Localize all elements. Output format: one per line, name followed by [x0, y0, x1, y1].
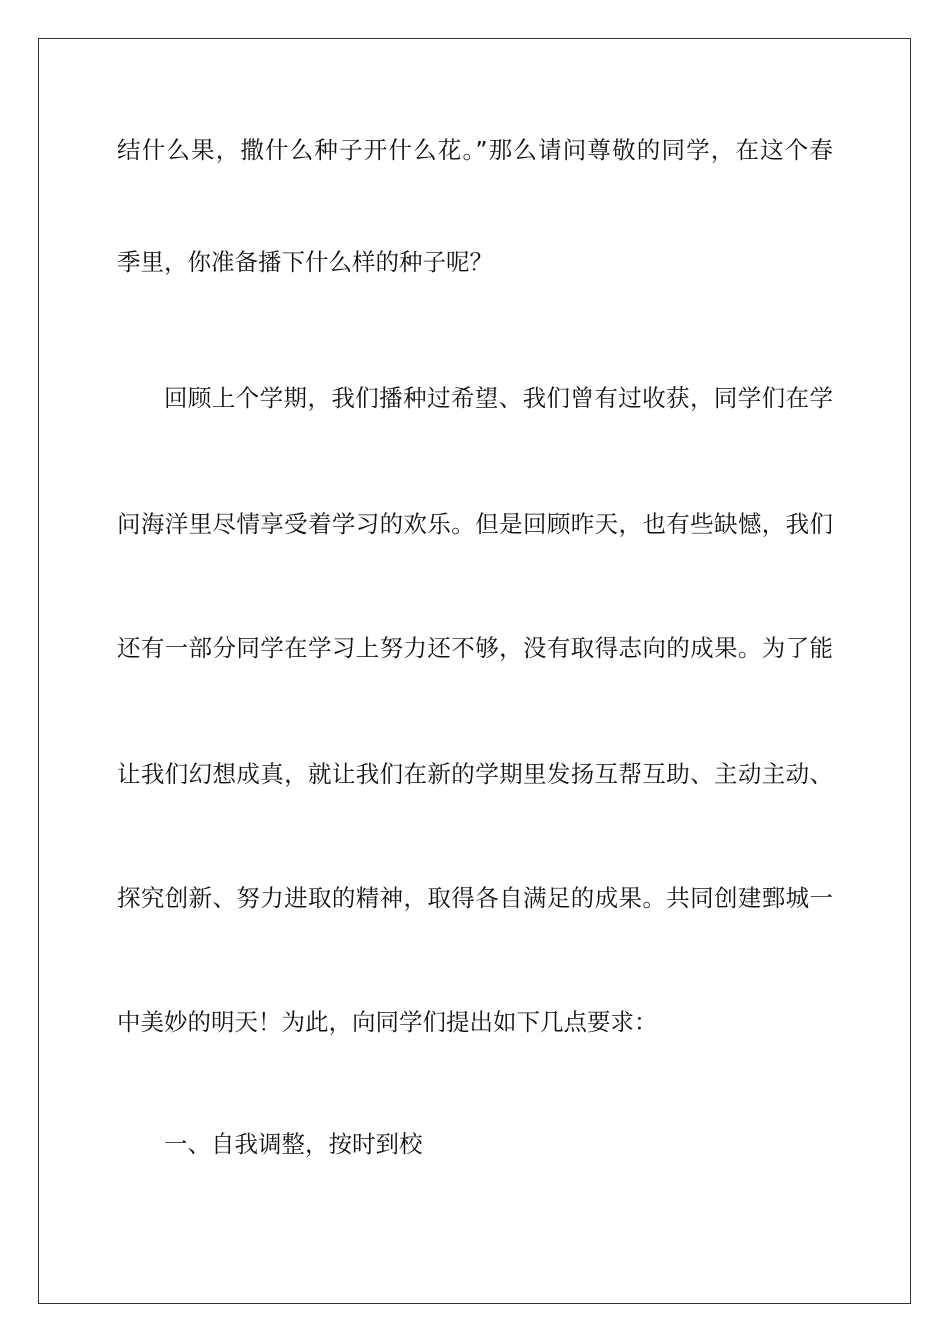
text-line: 让我们幻想成真，就让我们在新的学期里发扬互帮互助、主动主动、 [117, 760, 833, 788]
section-heading: 一、自我调整，按时到校 [164, 1130, 423, 1158]
text-line: 问海洋里尽情享受着学习的欢乐。但是回顾昨天，也有些缺憾，我们 [117, 510, 833, 538]
text-line: 探究创新、努力进取的精神，取得各自满足的成果。共同创建鄄城一 [117, 884, 833, 912]
text-line: 结什么果，撒什么种子开什么花。”那么请问尊敬的同学，在这个春 [117, 136, 833, 164]
text-line: 回顾上个学期，我们播种过希望、我们曾有过收获，同学们在学 [164, 384, 833, 412]
text-line: 季里，你准备播下什么样的种子呢？ [117, 248, 493, 276]
text-line: 中美妙的明天！为此，向同学们提出如下几点要求： [117, 1008, 658, 1036]
page-border [38, 38, 911, 1304]
text-line: 还有一部分同学在学习上努力还不够，没有取得志向的成果。为了能 [117, 634, 833, 662]
